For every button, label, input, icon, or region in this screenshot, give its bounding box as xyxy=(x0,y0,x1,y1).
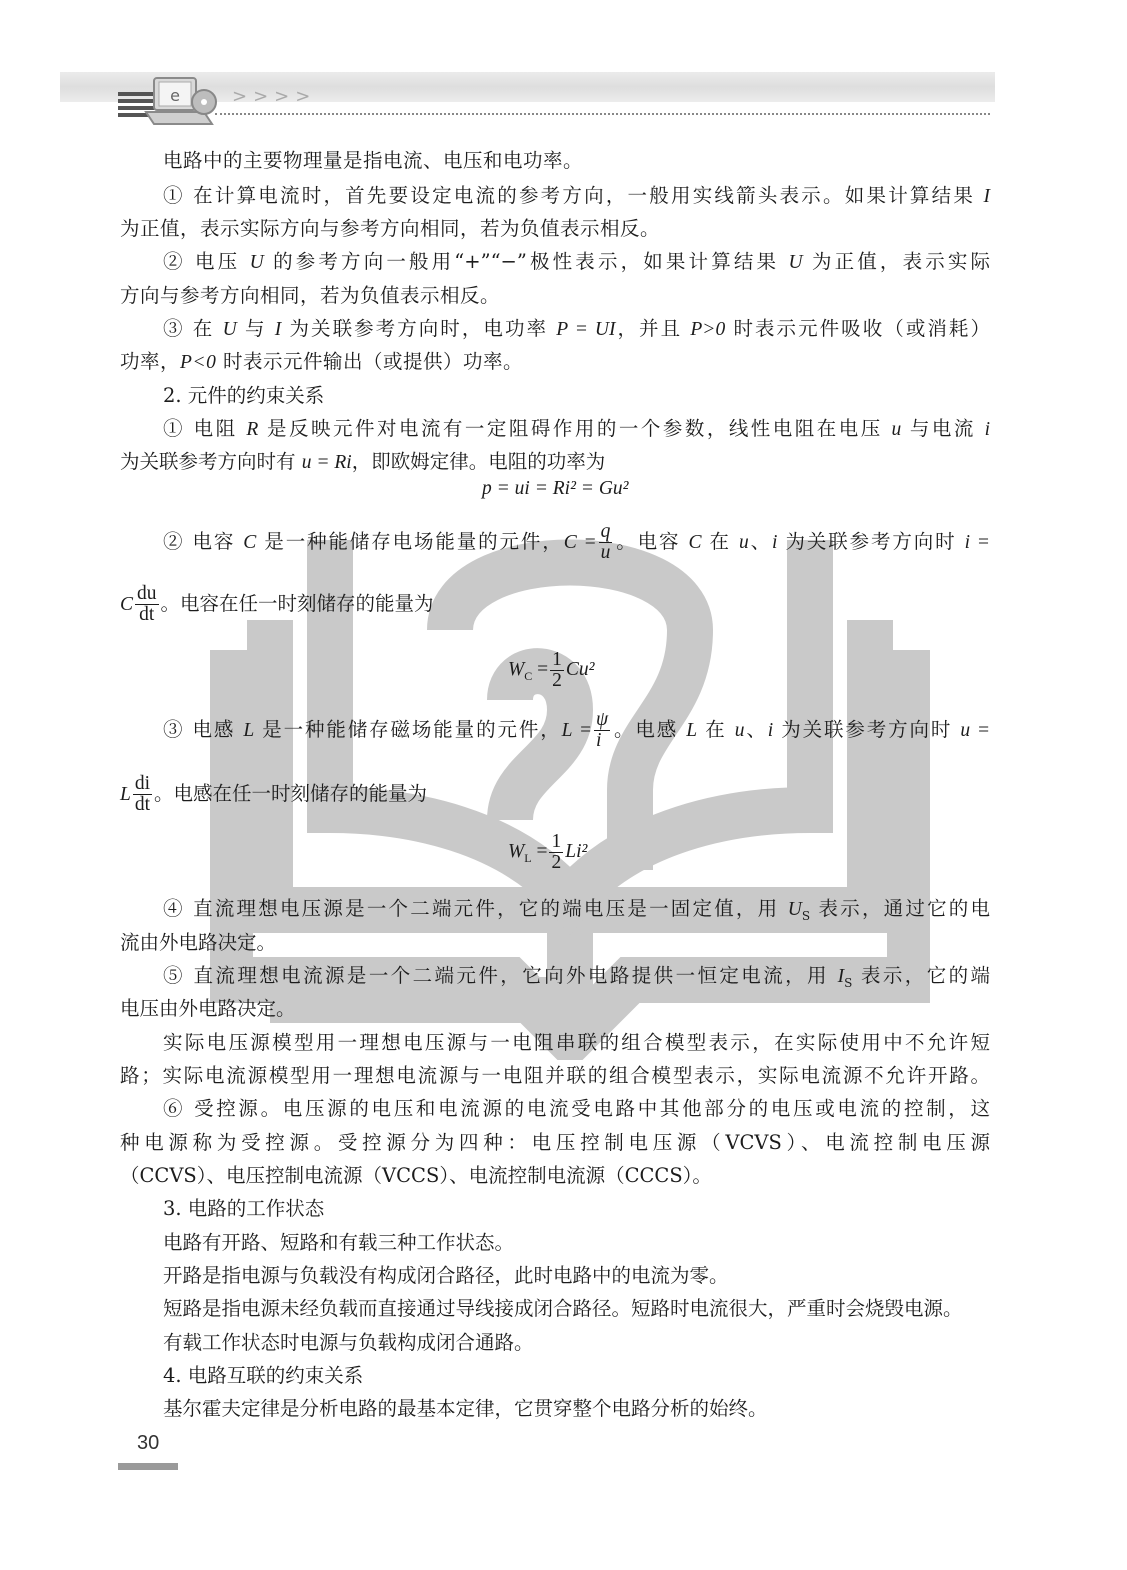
fraction-q-over-u: $\frac{q}{u}$ xyxy=(600,521,611,563)
paragraph-resistor-line1: ① 电阻 R 是反映元件对电流有一定阻碍作用的一个参数，线性电阻在电压 u 与电流 i xyxy=(163,417,991,440)
paragraph-resistor-line2: 为关联参考方向时有 u = Ri，即欧姆定律。电阻的功率为 xyxy=(120,450,606,473)
page-number: 30 xyxy=(137,1432,160,1454)
paragraph-current-line2: 为正值，表示实际方向与参考方向相同，若为负值表示相反。 xyxy=(120,217,661,240)
equation-capacitor-energy: $W_C$ = $\frac{1}{2}$ Cu² xyxy=(508,649,595,691)
paragraph-controlled-source-line1: ⑥ 受控源。电压源的电压和电流源的电流受电路中其他部分的电压或电流的控制，这 xyxy=(163,1097,990,1120)
section-heading-4: 4. 电路互联的约束关系 xyxy=(163,1364,364,1387)
paragraph-loaded-state: 有载工作状态时电源与负载构成闭合通路。 xyxy=(163,1331,534,1354)
paragraph-practical-source-line2: 路；实际电流源模型用一理想电流源与一电阻并联的组合模型表示，实际电流源不允许开路。 xyxy=(120,1064,990,1087)
paragraph-voltage-source-line1: ④ 直流理想电压源是一个二端元件，它的端电压是一固定值，用 $U_S$ 表示，通过它的电 xyxy=(163,897,990,923)
paragraph-kirchhoff: 基尔霍夫定律是分析电路的最基本定律，它贯穿整个电路分析的始终。 xyxy=(163,1397,768,1420)
paragraph-voltage-line1: ② 电压 U 的参考方向一般用“+”“−”极性表示，如果计算结果 U 为正值，表示实际 xyxy=(163,250,991,273)
paragraph-capacitor-line1: ② 电容 C 是一种能储存电场能量的元件，C = $\frac{q}{u}$ 。电容 C 在 u、i 为关联参考方向时 i = xyxy=(163,521,990,563)
paragraph-practical-source-line1: 实际电压源模型用一理想电压源与一电阻串联的组合模型表示，在实际使用中不允许短 xyxy=(163,1031,990,1054)
paragraph-main-quantities: 电路中的主要物理量是指电流、电压和电功率。 xyxy=(163,149,584,172)
paragraph-voltage-source-line2: 流由外电路决定。 xyxy=(120,931,277,954)
equation-inductor-energy: $W_L$ = $\frac{1}{2}$ Li² xyxy=(508,831,588,873)
paragraph-controlled-source-line3: （CCVS）、电压控制电流源（VCCS）、电流控制电流源（CCCS）。 xyxy=(120,1164,712,1187)
laptop-icon xyxy=(140,72,220,136)
paragraph-power-line2: 功率，P<0 时表示元件输出（或提供）功率。 xyxy=(120,350,524,373)
paragraph-capacitor-line2: C $\frac{du}{dt}$ 。电容在任一时刻储存的能量为 xyxy=(120,583,434,625)
fraction-du-dt: $\frac{du}{dt}$ xyxy=(137,583,157,625)
header-dotted-line xyxy=(215,113,990,115)
fraction-di-dt: $\frac{di}{dt}$ xyxy=(134,773,151,815)
paragraph-inductor-line2: L $\frac{di}{dt}$ 。电感在任一时刻储存的能量为 xyxy=(120,773,428,815)
header-arrows: >>>> xyxy=(232,86,317,107)
paragraph-working-states: 电路有开路、短路和有载三种工作状态。 xyxy=(163,1231,515,1254)
page-number-bar xyxy=(118,1463,178,1470)
paragraph-controlled-source-line2: 种电源称为受控源。受控源分为四种：电压控制电压源（VCVS）、电流控制电压源 xyxy=(120,1131,990,1154)
section-heading-3: 3. 电路的工作状态 xyxy=(163,1197,325,1220)
paragraph-current-line1: ① 在计算电流时，首先要设定电流的参考方向，一般用实线箭头表示。如果计算结果 I xyxy=(163,184,990,207)
paragraph-open-circuit: 开路是指电源与负载没有构成闭合路径，此时电路中的电流为零。 xyxy=(163,1264,729,1287)
equation-resistor-power: p = ui = Ri² = Gu² xyxy=(482,478,629,499)
fraction-psi-over-i: $\frac{\psi}{i}$ xyxy=(596,709,609,751)
paragraph-current-source-line2: 电压由外电路决定。 xyxy=(120,997,296,1020)
section-heading-2: 2. 元件的约束关系 xyxy=(163,384,325,407)
paragraph-inductor-line1: ③ 电感 L 是一种能储存磁场能量的元件，L = $\frac{\psi}{i}$ 。电感 L 在 u、i 为关联参考方向时 u = xyxy=(163,709,991,751)
paragraph-power-line1: ③ 在 U 与 I 为关联参考方向时，电功率 P = UI，并且 P>0 时表示元件吸收（或消耗） xyxy=(163,317,990,340)
paragraph-current-source-line1: ⑤ 直流理想电流源是一个二端元件，它向外电路提供一恒定电流，用 $I_S$ 表示，它的端 xyxy=(163,964,991,990)
svg-text:e: e xyxy=(170,86,180,105)
paragraph-short-circuit: 短路是指电源未经负载而直接通过导线接成闭合路径。短路时电流很大，严重时会烧毁电源。 xyxy=(163,1297,963,1320)
paragraph-voltage-line2: 方向与参考方向相同，若为负值表示相反。 xyxy=(120,284,501,307)
